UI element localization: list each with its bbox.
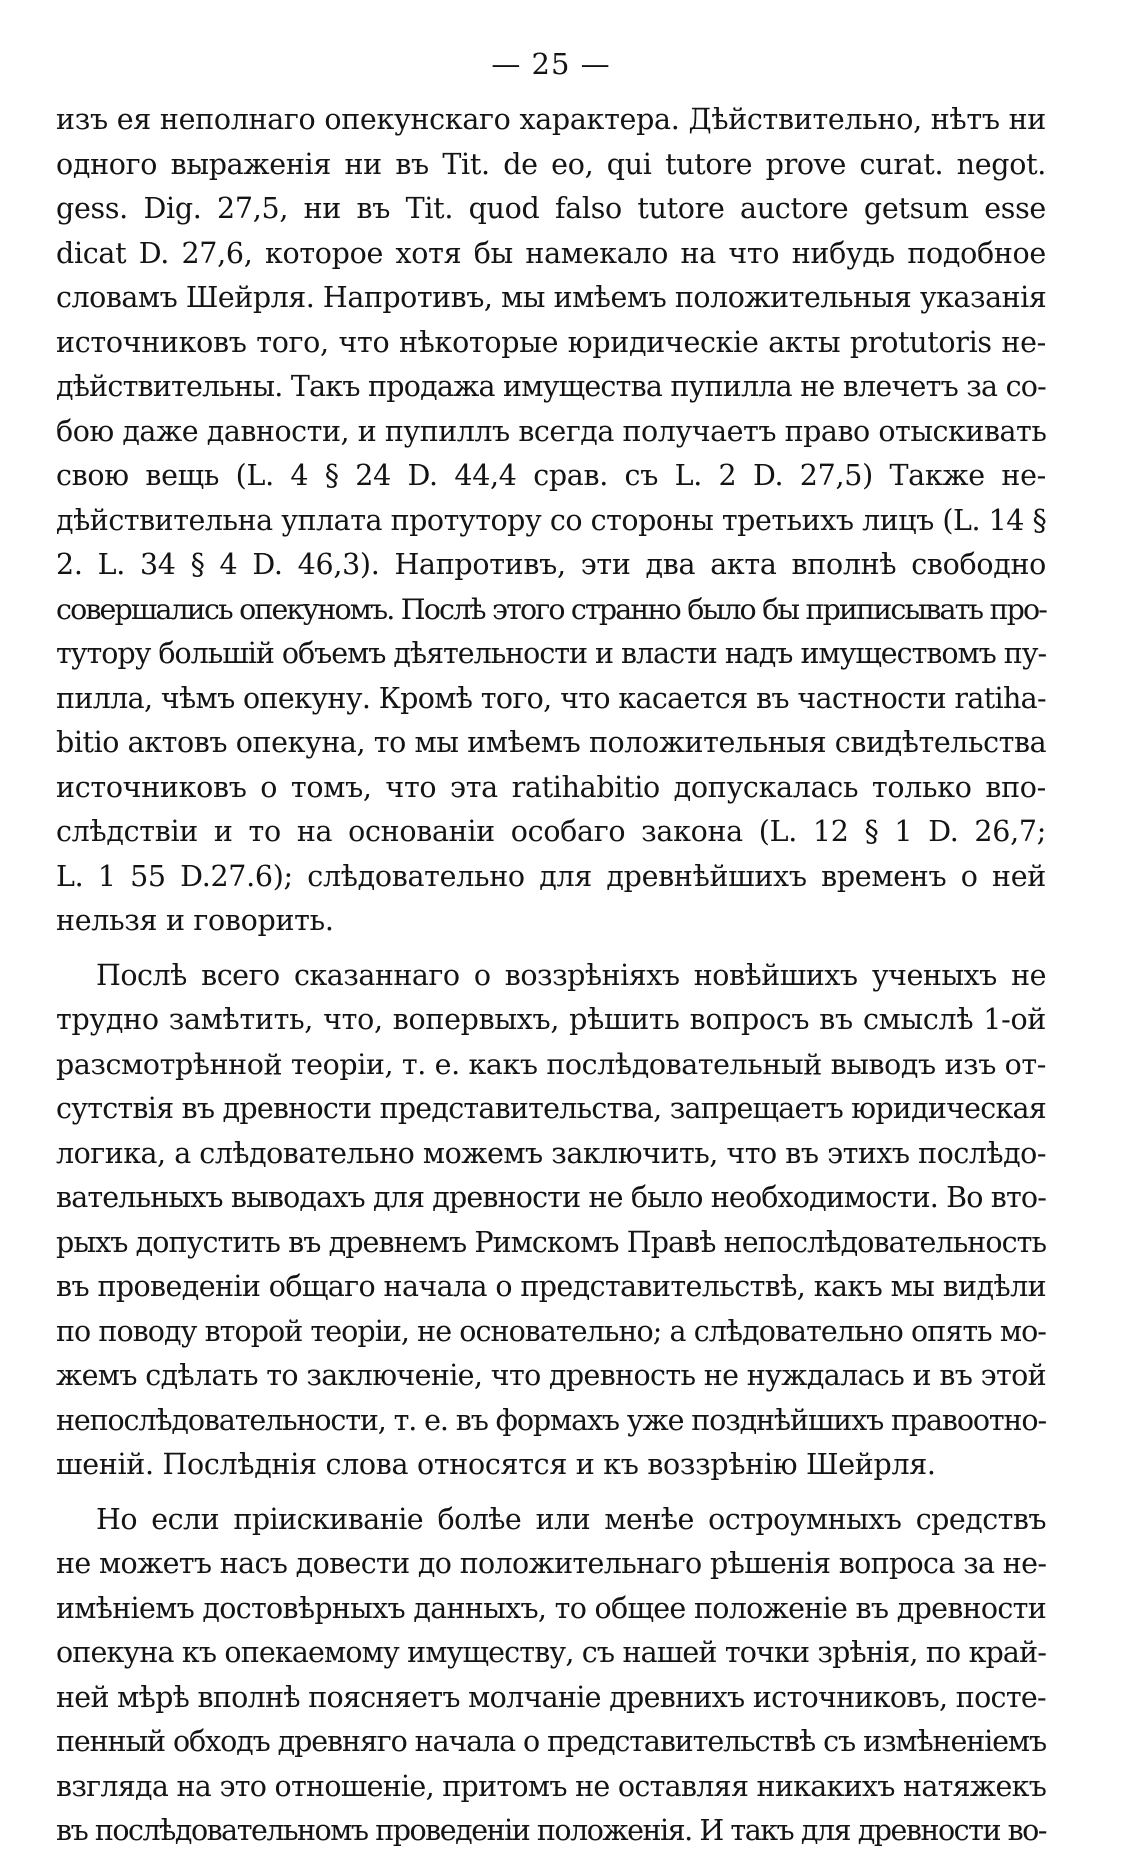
text-line: совершались опекуномъ. Послѣ этого странно было бы приписывать про- [56,592,1046,626]
text-line: бою даже давности, и пупиллъ всегда получаетъ право отыскивать [56,414,1047,448]
text-line: трудно замѣтить, что, вопервыхъ, рѣшить вопросъ въ смыслѣ 1-ой [56,1003,1046,1036]
text-line: въ послѣдовательномъ проведеніи положенія. И такъ для древности во- [56,1814,1046,1847]
text-line: L. 1 55 D.27.6); слѣдовательно для древнѣйшихъ временъ о ней [56,859,1046,893]
text-line: одного выраженія ни въ Tit. de eo, qui tutore prove curat. negot. [56,147,1046,181]
text-line: рыхъ допустить въ древнемъ Римскомъ Правѣ непослѣдовательность [56,1225,1047,1259]
text-line: ней мѣрѣ вполнѣ поясняетъ молчаніе древнихъ источниковъ, посте- [56,1680,1046,1714]
paragraph [56,1498,1046,1854]
text-line: gess. Dig. 27,5, ни въ Tit. quod falso tutore auctore getsum esse [56,192,1046,225]
text-line: тутору большій объемъ дѣятельности и власти надъ имуществомъ пу- [56,637,1047,670]
text-line: имѣніемъ достовѣрныхъ данныхъ, то общее положеніе въ древности [56,1591,1046,1625]
text-line: Но если пріискиваніе болѣе или менѣе остроумныхъ средствъ [96,1502,1046,1536]
text-line: слѣдствіи и то на основаніи особаго закона (L. 12 § 1 D. 26,7; [56,815,1046,848]
paragraph [56,954,1046,1488]
text-line: словамъ Шейрля. Напротивъ, мы имѣемъ положительныя указанія [56,281,1047,314]
text-line: по поводу второй теоріи, не основательно; а слѣдовательно опять мо- [56,1314,1046,1348]
body-text [56,98,1046,1854]
text-line: дѣйствительны. Такъ продажа имущества пупилла не влечетъ за со- [56,370,1046,403]
text-line: источниковъ того, что нѣкоторые юридическіе акты protutoris не- [56,325,1046,359]
text-line: дѣйствительна уплата протутору со стороны третьихъ лицъ (L. 14 § [56,503,1047,537]
text-line: сутствія въ древности представительства, запрещаетъ юридическая [56,1092,1046,1125]
text-line: свою вещь (L. 4 § 24 D. 44,4 срав. съ L. 2 D. 27,5) Также не- [56,459,1046,492]
text-line: изъ ея неполнаго опекунскаго характера. Дѣйствительно, нѣтъ ни [56,103,1046,136]
document-page [56,40,1046,1864]
text-line: нельзя и говорить. [56,904,334,937]
text-line: Послѣ всего сказаннаго о воззрѣніяхъ новѣйшихъ ученыхъ не [96,958,1046,992]
text-line: жемъ сдѣлать то заключеніе, что древность не нуждалась и въ этой [56,1359,1046,1392]
text-line: источниковъ о томъ, что эта ratihabitio допускалась только впо- [56,770,1046,804]
text-line: опекуна къ опекаемому имуществу, съ нашей точки зрѣнія, по край- [56,1636,1046,1669]
text-line: разсмотрѣнной теоріи, т. е. какъ послѣдовательный выводъ изъ от- [56,1047,1046,1081]
text-line: не можетъ насъ довести до положительнаго рѣшенія вопроса за не- [56,1547,1047,1580]
paragraph [56,98,1046,944]
text-line: непослѣдовательности, т. е. въ формахъ уже позднѣйшихъ правоотно- [56,1403,1046,1437]
text-line: пенный обходъ древняго начала о представительствѣ съ измѣненіемъ [56,1725,1046,1758]
text-line: bitio актовъ опекуна, то мы имѣемъ положительныя свидѣтельства [56,726,1047,759]
text-line: взгляда на это отношеніе, притомъ не оставляя никакихъ натяжекъ [56,1769,1047,1803]
page-number: — 25 — [491,47,611,81]
text-line: пилла, чѣмъ опекуну. Кромѣ того, что касается въ частности ratiha- [56,681,1046,715]
text-line: dicat D. 27,6, которое хотя бы намекало на что нибудь подобное [56,236,1046,270]
text-line: шеній. Послѣднія слова относятся и къ воззрѣнію Шейрля. [56,1448,936,1481]
text-line: вательныхъ выводахъ для древности не было необходимости. Во вто- [56,1181,1046,1214]
text-line: 2. L. 34 § 4 D. 46,3). Напротивъ, эти два акта вполнѣ свободно [56,548,1046,581]
text-line: логика, а слѣдовательно можемъ заключить, что въ этихъ послѣдо- [56,1136,1046,1170]
text-line: въ проведеніи общаго начала о представительствѣ, какъ мы видѣли [56,1270,1046,1303]
